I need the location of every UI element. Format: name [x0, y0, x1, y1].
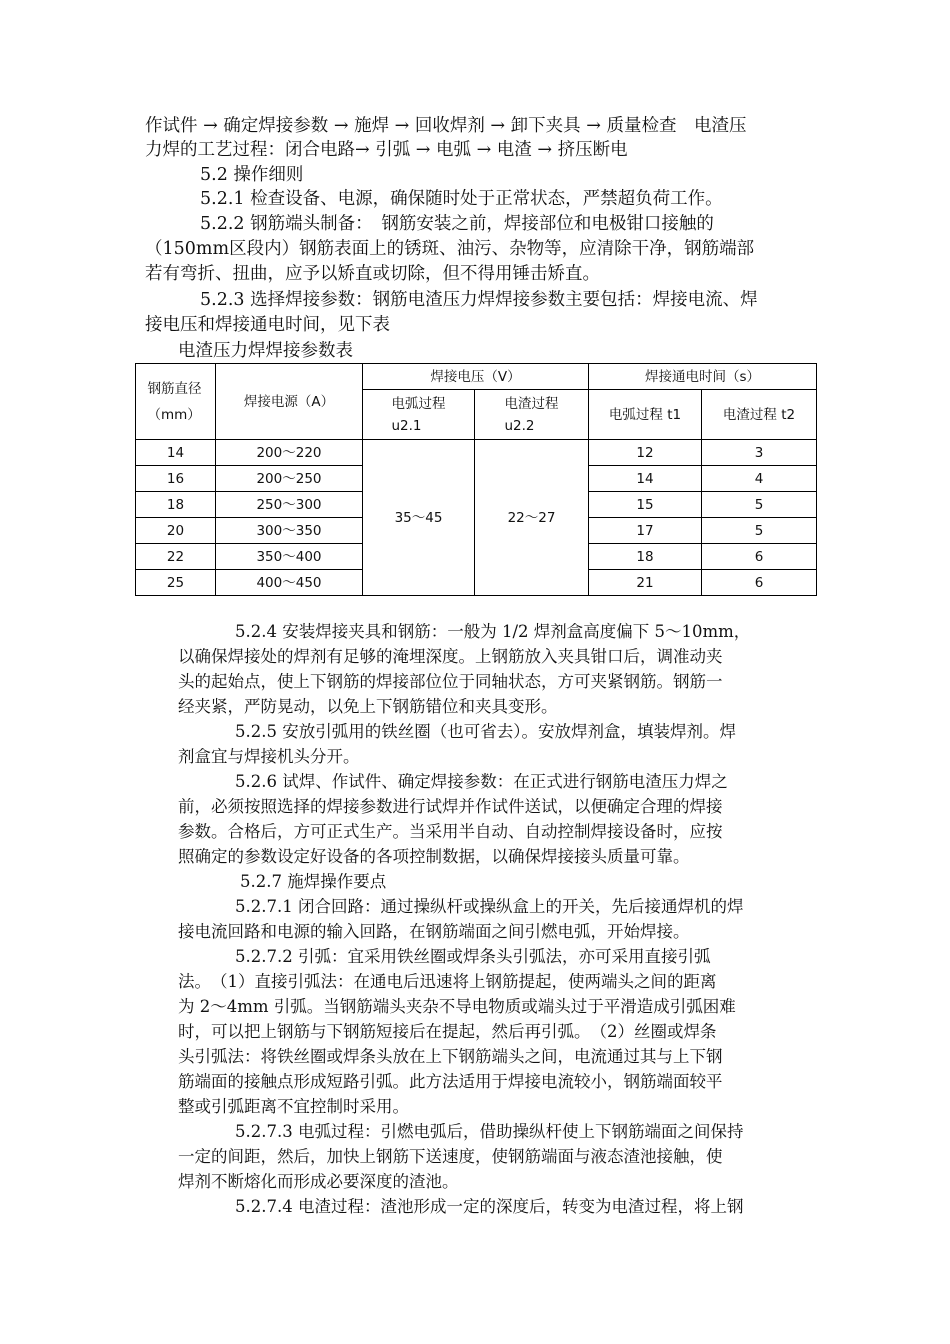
cell-current: 250～300 [216, 492, 363, 518]
cell-arc-voltage: 35～45 [363, 440, 475, 596]
cell-arc-time: 14 [589, 466, 702, 492]
text-line: （150mm区段内）钢筋表面上的锈斑、油污、杂物等，应清除干净，钢筋端部 [145, 239, 755, 259]
text-line: 头的起始点，使上下钢筋的焊接部位位于同轴状态，方可夹紧钢筋。钢筋一 [178, 672, 723, 691]
cell-current: 300～350 [216, 518, 363, 544]
header-arc-time: 电弧过程 t1 [589, 390, 702, 440]
cell-slag-time: 3 [702, 440, 817, 466]
cell-arc-time: 21 [589, 570, 702, 596]
text-line: 5.2.7.1 闭合回路：通过操纵杆或操纵盒上的开关，先后接通焊机的焊 [235, 897, 744, 916]
cell-diameter: 18 [136, 492, 216, 518]
cell-arc-time: 15 [589, 492, 702, 518]
cell-diameter: 25 [136, 570, 216, 596]
text-line: 5.2.2 钢筋端头制备： 钢筋安装之前，焊接部位和电极钳口接触的 [200, 214, 714, 234]
text-line: 接电流回路和电源的输入回路，在钢筋端面之间引燃电弧，开始焊接。 [178, 922, 690, 941]
text-line: 整或引弧距离不宜控制时采用。 [178, 1097, 409, 1116]
section-heading: 5.2.7 施焊操作要点 [240, 872, 387, 891]
welding-parameters-table [135, 363, 817, 596]
text-line: 5.2.1 检查设备、电源，确保随时处于正常状态，严禁超负荷工作。 [200, 189, 723, 209]
table-caption: 电渣压力焊焊接参数表 [178, 341, 353, 361]
text-line: 5.2.7.4 电渣过程：渣池形成一定的深度后，转变为电渣过程，将上钢 [235, 1197, 744, 1216]
cell-slag-time: 4 [702, 466, 817, 492]
text-line: 5.2.7.2 引弧：宜采用铁丝圈或焊条头引弧法，亦可采用直接引弧 [235, 947, 711, 966]
text-line: 经夹紧，严防晃动，以免上下钢筋错位和夹具变形。 [178, 697, 558, 716]
cell-diameter: 14 [136, 440, 216, 466]
text-line: 参数。合格后，方可正式生产。当采用半自动、自动控制焊接设备时，应按 [178, 822, 723, 841]
text-line: 照确定的参数设定好设备的各项控制数据，以确保焊接接头质量可靠。 [178, 847, 690, 866]
cell-diameter: 20 [136, 518, 216, 544]
cell-diameter: 16 [136, 466, 216, 492]
header-slag-time: 电渣过程 t2 [702, 390, 817, 440]
header-diameter: 钢筋直径（mm） [136, 364, 216, 440]
text-line: 头引弧法：将铁丝圈或焊条头放在上下钢筋端头之间，电流通过其与上下钢 [178, 1047, 723, 1066]
cell-arc-time: 12 [589, 440, 702, 466]
text-line: 5.2.6 试焊、作试件、确定焊接参数：在正式进行钢筋电渣压力焊之 [235, 772, 728, 791]
section-heading: 5.2 操作细则 [200, 165, 304, 185]
cell-current: 400～450 [216, 570, 363, 596]
text-line: 前，必须按照选择的焊接参数进行试焊并作试件送试，以便确定合理的焊接 [178, 797, 723, 816]
text-line: 接电压和焊接通电时间，见下表 [145, 315, 390, 335]
text-line: 时，可以把上钢筋与下钢筋短接后在提起，然后再引弧。 （2）丝圈或焊条 [178, 1022, 717, 1041]
header-arc-voltage: 电弧过程 u2.1 [363, 390, 475, 440]
cell-slag-voltage: 22～27 [475, 440, 589, 596]
text-line: 若有弯折、扭曲，应予以矫直或切除，但不得用锤击矫直。 [145, 264, 600, 284]
text-line: 5.2.5 安放引弧用的铁丝圈（也可省去）。安放焊剂盒，填装焊剂。焊 [235, 722, 736, 741]
header-voltage: 焊接电压（V） [363, 364, 589, 390]
text-line: 筋端面的接触点形成短路引弧。此方法适用于焊接电流较小，钢筋端面较平 [178, 1072, 723, 1091]
header-current: 焊接电源（A） [216, 364, 363, 440]
text-line: 剂盒宜与焊接机头分开。 [178, 747, 360, 766]
cell-arc-time: 17 [589, 518, 702, 544]
cell-current: 350～400 [216, 544, 363, 570]
text-line: 为 2～4mm 引弧。当钢筋端头夹杂不导电物质或端头过于平滑造成引弧困难 [178, 997, 736, 1016]
cell-slag-time: 5 [702, 518, 817, 544]
cell-slag-time: 6 [702, 544, 817, 570]
cell-slag-time: 5 [702, 492, 817, 518]
cell-diameter: 22 [136, 544, 216, 570]
text-line: 5.2.4 安装焊接夹具和钢筋：一般为 1/2 焊剂盒高度偏下 5～10mm， [235, 622, 751, 641]
header-slag-voltage: 电渣过程 u2.2 [475, 390, 589, 440]
text-line: 焊剂不断熔化而形成必要深度的渣池。 [178, 1172, 459, 1191]
cell-current: 200～250 [216, 466, 363, 492]
text-line: 5.2.7.3 电弧过程：引燃电弧后，借助操纵杆使上下钢筋端面之间保持 [235, 1122, 744, 1141]
text-line: 5.2.3 选择焊接参数：钢筋电渣压力焊焊接参数主要包括：焊接电流、焊 [200, 290, 758, 310]
header-time: 焊接通电时间（s） [589, 364, 817, 390]
cell-current: 200～220 [216, 440, 363, 466]
text-line: 以确保焊接处的焊剂有足够的淹埋深度。上钢筋放入夹具钳口后，调准动夹 [178, 647, 723, 666]
text-line: 力焊的工艺过程：闭合电路→ 引弧 → 电弧 → 电渣 → 挤压断电 [145, 140, 628, 160]
cell-arc-time: 18 [589, 544, 702, 570]
text-line: 作试件 → 确定焊接参数 → 施焊 → 回收焊剂 → 卸下夹具 → 质量检查 电渣压 [145, 116, 747, 136]
cell-slag-time: 6 [702, 570, 817, 596]
text-line: 法。 （1）直接引弧法：在通电后迅速将上钢筋提起，使两端头之间的距离 [178, 972, 717, 991]
text-line: 一定的间距，然后，加快上钢筋下送速度，使钢筋端面与液态渣池接触，使 [178, 1147, 723, 1166]
